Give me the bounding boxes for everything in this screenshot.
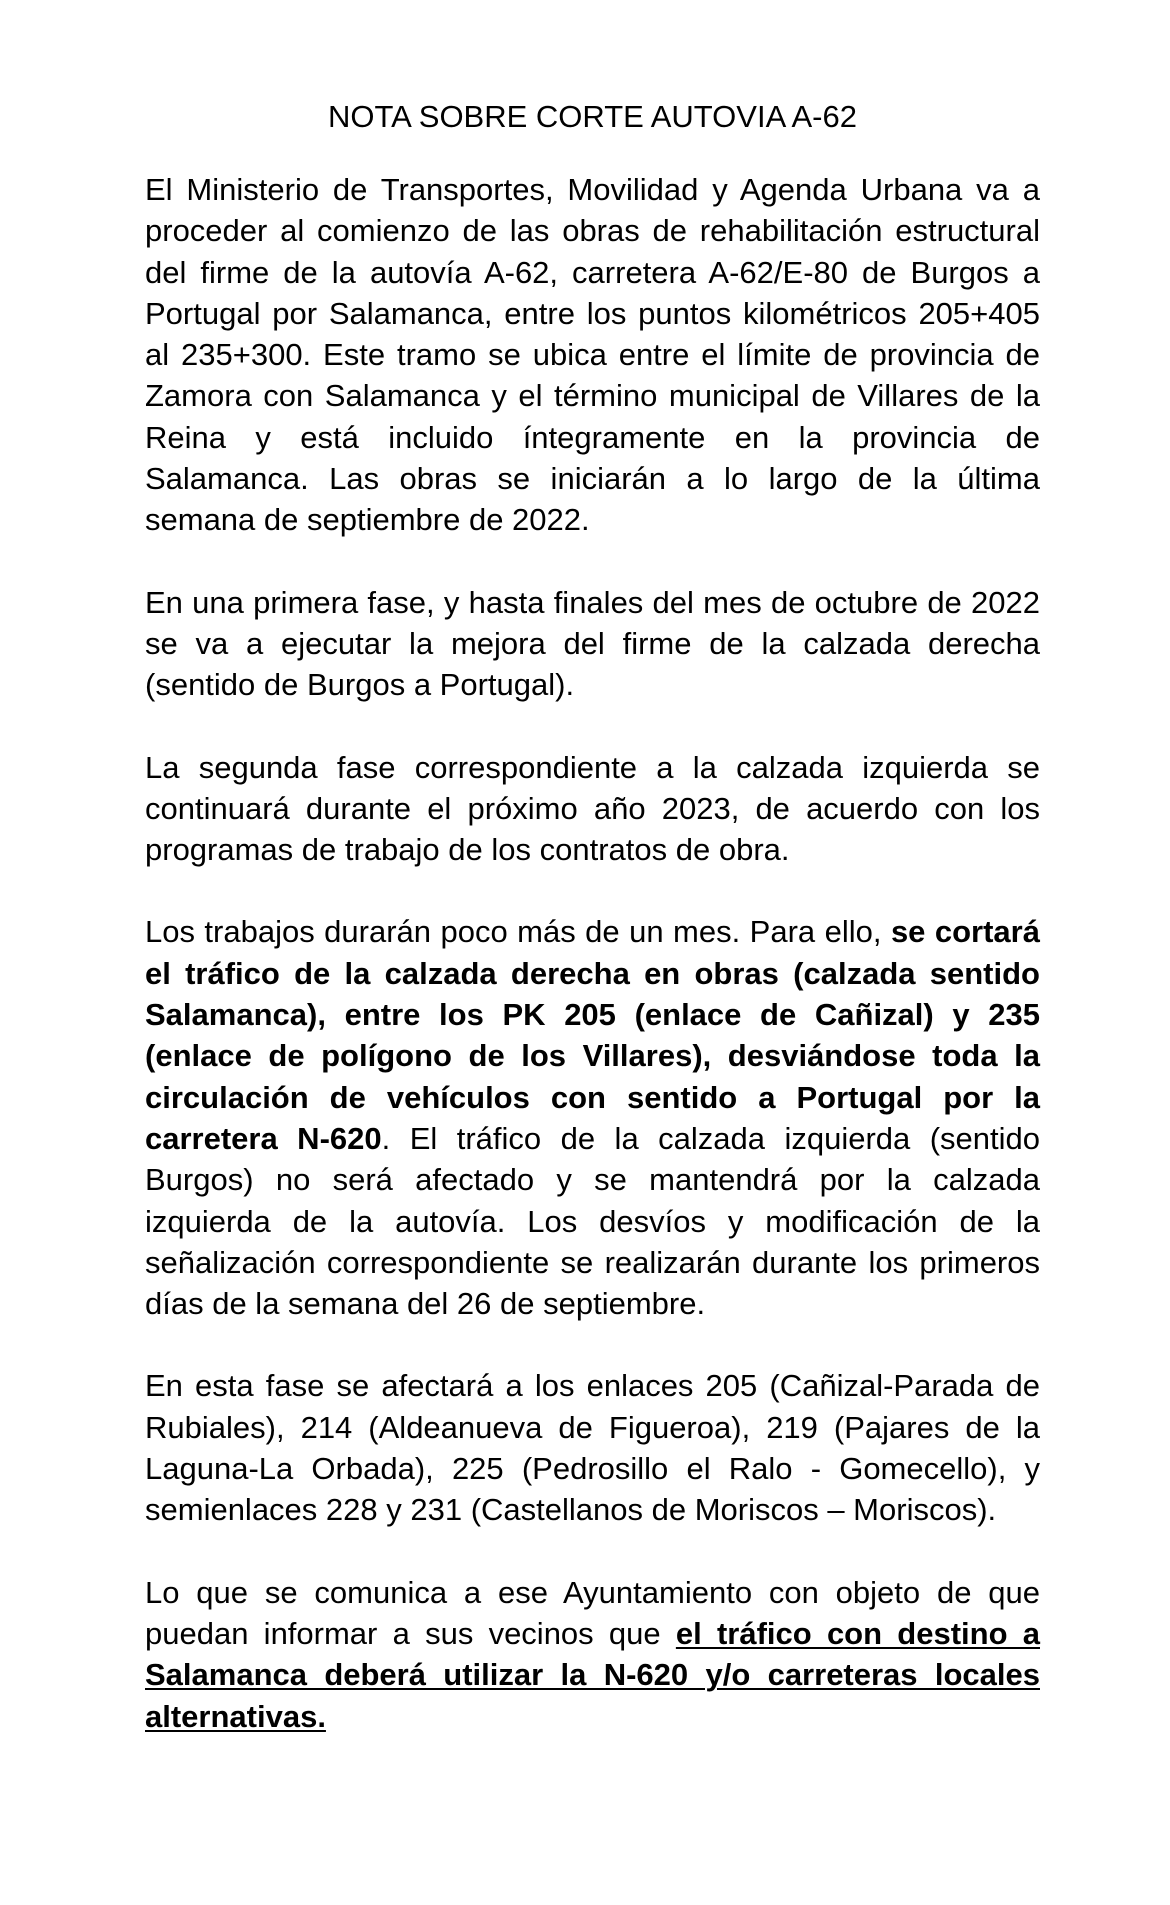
paragraph-first-phase: En una primera fase, y hasta finales del mes de octubre de 2022 se va a ejecutar la mejora del firme de la calzada derecha (sentido de Burgos a Portugal). (145, 584, 1040, 703)
traffic-cut-rest: . El tráfico de la calzada izquierda (sentido Burgos) no será afectado y se mantendrá por la calzada izquierda de la autovía. Los desvíos y modificación de la señalización correspondiente se realizarán durante los primeros días de la semana del 26 de septiembre. (145, 1120, 1041, 1322)
communication-bold-underlined: el tráfico con destino a Salamanca deberá utilizar la N-620 y/o carreteras locales alternativas. (145, 1615, 1040, 1734)
document-page (145, 95, 1040, 1778)
traffic-cut-bold: se cortará el tráfico de la calzada derecha en obras (calzada sentido Salamanca), entre los PK 205 (enlace de Cañizal) y 235 (enlace de polígono de los Villares), desviándose toda la circulación de vehículos con sentido a Portugal por la carretera N-620 (145, 914, 1040, 1156)
paragraph-intro: El Ministerio de Transportes, Movilidad y Agenda Urbana va a proceder al comienzo de las obras de rehabilitación estructural del firme de la autovía A-62, carretera A-62/E-80 de Burgos a Portugal por Salamanca, entre los puntos kilométricos 205+405 al 235+300. Este tramo se ubica entre el límite de provincia de Zamora con Salamanca y el término municipal de Villares de la Reina y está incluido íntegramente en la provincia de Salamanca. Las obras se iniciarán a lo largo de la última semana de septiembre de 2022. (145, 172, 1040, 538)
paragraph-traffic-cut (145, 911, 1040, 1324)
traffic-cut-intro: Los trabajos durarán poco más de un mes. Para ello, (145, 914, 891, 950)
communication-intro: Lo que se comunica a ese Ayuntamiento con objeto de que puedan informar a sus vecinos que (145, 1574, 1040, 1651)
paragraph-communication (145, 1572, 1040, 1737)
document-title: NOTA SOBRE CORTE AUTOVIA A-62 (328, 99, 857, 134)
paragraph-affected-links: En esta fase se afectará a los enlaces 205 (Cañizal-Parada de Rubiales), 214 (Aldeanueva de Figueroa), 219 (Pajares de la Laguna-La Orbada), 225 (Pedrosillo el Ralo - Gomecello), y semienlaces 228 y 231 (Castellanos de Moriscos – Moriscos). (145, 1368, 1040, 1528)
paragraph-second-phase: La segunda fase correspondiente a la calzada izquierda se continuará durante el próximo año 2023, de acuerdo con los programas de trabajo de los contratos de obra. (145, 749, 1040, 868)
